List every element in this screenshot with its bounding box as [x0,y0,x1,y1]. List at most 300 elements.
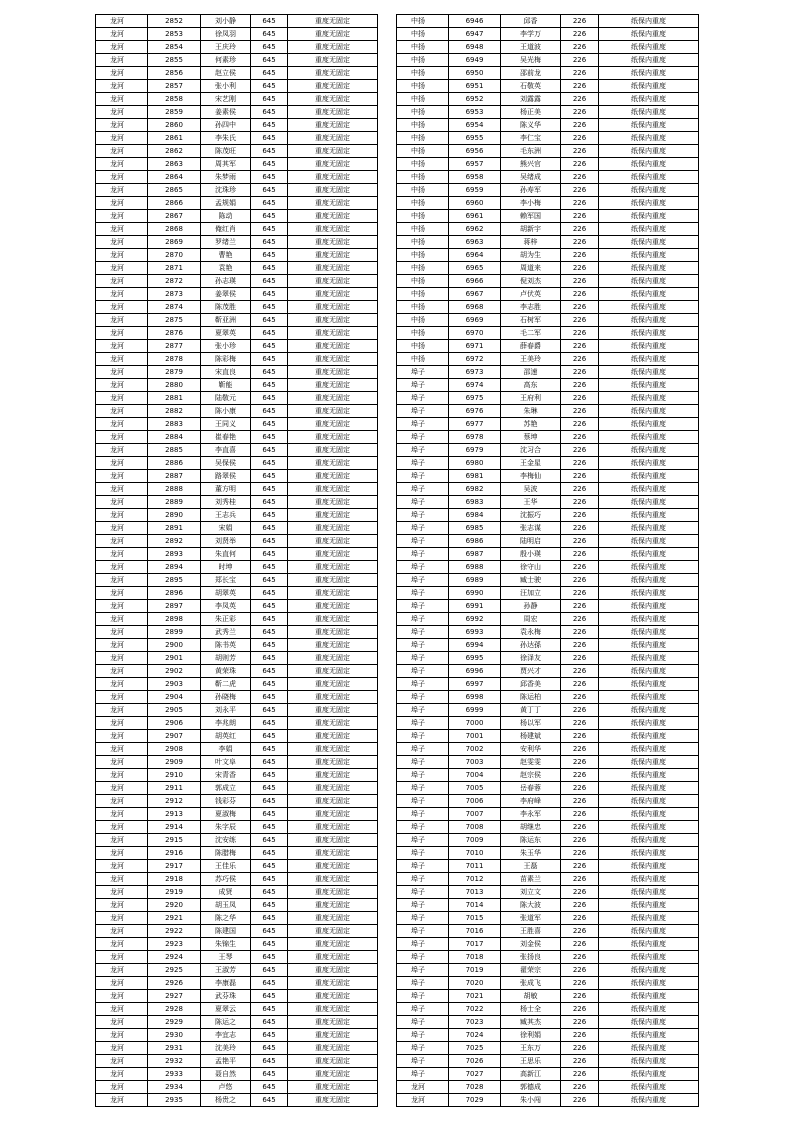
serial-number-cell: 2926 [148,977,201,990]
serial-number-cell: 6949 [449,54,501,67]
person-name-cell: 孙四中 [201,119,251,132]
category-cell: 重度无固定 [288,67,378,80]
table-row [96,210,378,223]
serial-number-cell: 2930 [148,1029,201,1042]
person-name-cell: 夏淑梅 [201,808,251,821]
region-cell: 龙河 [96,1094,148,1107]
table-row [397,873,699,886]
region-cell: 埠子 [397,1029,449,1042]
table-row [96,509,378,522]
person-name-cell: 张成飞 [501,977,561,990]
table-row [397,93,699,106]
region-cell: 龙河 [96,67,148,80]
amount-cell: 226 [561,483,599,496]
amount-cell: 226 [561,197,599,210]
serial-number-cell: 2860 [148,119,201,132]
table-row [96,1081,378,1094]
person-name-cell: 叶文阜 [201,756,251,769]
category-cell: 纸保内重度 [599,509,699,522]
table-row [397,678,699,691]
serial-number-cell: 2854 [148,41,201,54]
amount-cell: 645 [251,938,288,951]
serial-number-cell: 2929 [148,1016,201,1029]
amount-cell: 226 [561,288,599,301]
table-row [397,691,699,704]
category-cell: 重度无固定 [288,509,378,522]
person-name-cell: 王府利 [501,392,561,405]
table-row [96,587,378,600]
amount-cell: 645 [251,795,288,808]
person-name-cell: 胡敏 [501,990,561,1003]
region-cell: 埠子 [397,925,449,938]
amount-cell: 645 [251,41,288,54]
serial-number-cell: 2915 [148,834,201,847]
serial-number-cell: 2859 [148,106,201,119]
category-cell: 重度无固定 [288,340,378,353]
category-cell: 重度无固定 [288,626,378,639]
serial-number-cell: 6996 [449,665,501,678]
serial-number-cell: 7009 [449,834,501,847]
person-name-cell: 孙寿军 [501,184,561,197]
person-name-cell: 俺红肖 [201,223,251,236]
person-name-cell: 孙晓梅 [201,691,251,704]
table-row [96,795,378,808]
table-row [397,951,699,964]
category-cell: 重度无固定 [288,535,378,548]
region-cell: 龙河 [96,899,148,912]
person-name-cell: 李凤英 [201,600,251,613]
amount-cell: 645 [251,665,288,678]
region-cell: 龙河 [96,912,148,925]
table-row [96,1003,378,1016]
amount-cell: 645 [251,366,288,379]
region-cell: 埠子 [397,405,449,418]
person-name-cell: 张扬良 [501,951,561,964]
table-row [397,1081,699,1094]
table-row [96,184,378,197]
category-cell: 纸保内重度 [599,574,699,587]
category-cell: 重度无固定 [288,184,378,197]
serial-number-cell: 6993 [449,626,501,639]
person-name-cell: 王金星 [501,457,561,470]
category-cell: 纸保内重度 [599,275,699,288]
category-cell: 重度无固定 [288,873,378,886]
region-cell: 中扬 [397,262,449,275]
person-name-cell: 陈运之 [201,1016,251,1029]
serial-number-cell: 6972 [449,353,501,366]
person-name-cell: 杨正美 [501,106,561,119]
amount-cell: 645 [251,834,288,847]
person-name-cell: 石树军 [501,314,561,327]
serial-number-cell: 2900 [148,639,201,652]
region-cell: 龙河 [96,977,148,990]
table-row [397,262,699,275]
category-cell: 纸保内重度 [599,782,699,795]
serial-number-cell: 2855 [148,54,201,67]
serial-number-cell: 7000 [449,717,501,730]
table-row [96,847,378,860]
table-row [397,483,699,496]
person-name-cell: 孟艳平 [201,1055,251,1068]
amount-cell: 645 [251,54,288,67]
person-name-cell: 王胜喜 [501,925,561,938]
serial-number-cell: 6959 [449,184,501,197]
category-cell: 纸保内重度 [599,795,699,808]
category-cell: 重度无固定 [288,795,378,808]
table-row [96,522,378,535]
serial-number-cell: 6953 [449,106,501,119]
person-name-cell: 苏艳 [501,418,561,431]
amount-cell: 226 [561,106,599,119]
amount-cell: 645 [251,977,288,990]
category-cell: 重度无固定 [288,405,378,418]
amount-cell: 226 [561,1055,599,1068]
person-name-cell: 王佳乐 [201,860,251,873]
amount-cell: 226 [561,1068,599,1081]
table-row [397,145,699,158]
table-row [397,431,699,444]
person-name-cell: 郭成立 [201,782,251,795]
person-name-cell: 胡玉凤 [201,899,251,912]
person-name-cell: 何素珍 [201,54,251,67]
table-row [397,41,699,54]
person-name-cell: 岳春蓉 [501,782,561,795]
region-cell: 中扬 [397,119,449,132]
serial-number-cell: 6992 [449,613,501,626]
serial-number-cell: 2934 [148,1081,201,1094]
region-cell: 龙河 [96,1042,148,1055]
serial-number-cell: 7001 [449,730,501,743]
region-cell: 埠子 [397,977,449,990]
amount-cell: 645 [251,600,288,613]
amount-cell: 226 [561,145,599,158]
person-name-cell: 石敬英 [501,80,561,93]
category-cell: 纸保内重度 [599,1042,699,1055]
category-cell: 纸保内重度 [599,15,699,28]
amount-cell: 645 [251,67,288,80]
amount-cell: 226 [561,873,599,886]
table-row [397,379,699,392]
category-cell: 重度无固定 [288,119,378,132]
table-row [96,613,378,626]
person-name-cell: 朱字辰 [201,821,251,834]
region-cell: 中扬 [397,106,449,119]
category-cell: 纸保内重度 [599,821,699,834]
amount-cell: 645 [251,1042,288,1055]
serial-number-cell: 6991 [449,600,501,613]
serial-number-cell: 7022 [449,1003,501,1016]
serial-number-cell: 6957 [449,158,501,171]
amount-cell: 226 [561,1016,599,1029]
person-name-cell: 吴波 [501,483,561,496]
category-cell: 重度无固定 [288,314,378,327]
region-cell: 埠子 [397,938,449,951]
region-cell: 埠子 [397,886,449,899]
category-cell: 纸保内重度 [599,665,699,678]
person-name-cell: 陈腊梅 [201,847,251,860]
serial-number-cell: 2858 [148,93,201,106]
region-cell: 龙河 [96,93,148,106]
serial-number-cell: 2918 [148,873,201,886]
region-cell: 中扬 [397,158,449,171]
table-row [96,821,378,834]
region-cell: 龙河 [96,886,148,899]
serial-number-cell: 2887 [148,470,201,483]
category-cell: 重度无固定 [288,886,378,899]
region-cell: 中扬 [397,15,449,28]
amount-cell: 226 [561,717,599,730]
serial-number-cell: 2874 [148,301,201,314]
category-cell: 纸保内重度 [599,860,699,873]
category-cell: 重度无固定 [288,145,378,158]
serial-number-cell: 2890 [148,509,201,522]
table-row [397,28,699,41]
amount-cell: 645 [251,639,288,652]
region-cell: 龙河 [96,574,148,587]
region-cell: 龙河 [96,262,148,275]
person-name-cell: 倪刘杰 [501,275,561,288]
amount-cell: 645 [251,171,288,184]
region-cell: 龙河 [96,990,148,1003]
region-cell: 埠子 [397,613,449,626]
category-cell: 纸保内重度 [599,613,699,626]
region-cell: 龙河 [96,41,148,54]
category-cell: 纸保内重度 [599,366,699,379]
person-name-cell: 钱彩芬 [201,795,251,808]
serial-number-cell: 6980 [449,457,501,470]
person-name-cell: 李志胜 [501,301,561,314]
amount-cell: 645 [251,743,288,756]
category-cell: 重度无固定 [288,418,378,431]
person-name-cell: 胡则芳 [201,652,251,665]
amount-cell: 226 [561,353,599,366]
table-row [397,1068,699,1081]
person-name-cell: 吴绪成 [501,171,561,184]
region-cell: 龙河 [96,119,148,132]
region-cell: 龙河 [96,158,148,171]
serial-number-cell: 2871 [148,262,201,275]
amount-cell: 226 [561,80,599,93]
table-row [397,210,699,223]
person-name-cell: 武秀兰 [201,626,251,639]
amount-cell: 645 [251,223,288,236]
region-cell: 龙河 [96,717,148,730]
amount-cell: 226 [561,67,599,80]
serial-number-cell: 6989 [449,574,501,587]
category-cell: 纸保内重度 [599,392,699,405]
person-name-cell: 宋直良 [201,366,251,379]
table-row [397,743,699,756]
category-cell: 纸保内重度 [599,67,699,80]
category-cell: 纸保内重度 [599,249,699,262]
person-name-cell: 杨建斌 [501,730,561,743]
person-name-cell: 张小利 [201,80,251,93]
amount-cell: 645 [251,392,288,405]
category-cell: 纸保内重度 [599,223,699,236]
amount-cell: 645 [251,678,288,691]
amount-cell: 226 [561,730,599,743]
category-cell: 重度无固定 [288,288,378,301]
amount-cell: 645 [251,301,288,314]
serial-number-cell: 2898 [148,613,201,626]
table-row [96,119,378,132]
table-row [397,314,699,327]
amount-cell: 226 [561,548,599,561]
region-cell: 埠子 [397,1042,449,1055]
category-cell: 纸保内重度 [599,743,699,756]
amount-cell: 226 [561,743,599,756]
table-row [96,28,378,41]
serial-number-cell: 6952 [449,93,501,106]
serial-number-cell: 7018 [449,951,501,964]
category-cell: 纸保内重度 [599,704,699,717]
category-cell: 纸保内重度 [599,652,699,665]
person-name-cell: 孙达孫 [501,639,561,652]
category-cell: 纸保内重度 [599,236,699,249]
serial-number-cell: 6963 [449,236,501,249]
amount-cell: 645 [251,847,288,860]
amount-cell: 645 [251,730,288,743]
serial-number-cell: 2935 [148,1094,201,1107]
serial-number-cell: 6974 [449,379,501,392]
serial-number-cell: 2884 [148,431,201,444]
category-cell: 重度无固定 [288,93,378,106]
region-cell: 龙河 [96,873,148,886]
amount-cell: 645 [251,210,288,223]
table-row [397,990,699,1003]
region-cell: 龙河 [96,184,148,197]
table-row [96,158,378,171]
table-row [96,600,378,613]
region-cell: 龙河 [96,769,148,782]
person-name-cell: 邵速 [501,366,561,379]
category-cell: 重度无固定 [288,613,378,626]
amount-cell: 645 [251,314,288,327]
table-row [397,613,699,626]
serial-number-cell: 2911 [148,782,201,795]
serial-number-cell: 2924 [148,951,201,964]
amount-cell: 645 [251,457,288,470]
region-cell: 埠子 [397,665,449,678]
category-cell: 重度无固定 [288,262,378,275]
table-row [96,574,378,587]
person-name-cell: 苗素兰 [501,873,561,886]
serial-number-cell: 2922 [148,925,201,938]
amount-cell: 645 [251,119,288,132]
table-row [96,1042,378,1055]
person-name-cell: 李梅仙 [501,470,561,483]
serial-number-cell: 6990 [449,587,501,600]
category-cell: 纸保内重度 [599,379,699,392]
serial-number-cell: 6982 [449,483,501,496]
person-name-cell: 卢悠 [201,1081,251,1094]
table-row [397,171,699,184]
person-name-cell: 周道来 [501,262,561,275]
serial-number-cell: 2896 [148,587,201,600]
amount-cell: 645 [251,886,288,899]
amount-cell: 645 [251,93,288,106]
serial-number-cell: 2865 [148,184,201,197]
region-cell: 龙河 [96,626,148,639]
person-name-cell: 朱玉华 [501,847,561,860]
amount-cell: 645 [251,769,288,782]
table-row [96,665,378,678]
person-name-cell: 张道军 [501,912,561,925]
table-row [397,340,699,353]
serial-number-cell: 7017 [449,938,501,951]
person-name-cell: 王庆玲 [201,41,251,54]
serial-number-cell: 6976 [449,405,501,418]
amount-cell: 226 [561,613,599,626]
region-cell: 龙河 [96,301,148,314]
region-cell: 埠子 [397,1055,449,1068]
serial-number-cell: 2873 [148,288,201,301]
person-name-cell: 李小梅 [501,197,561,210]
table-row [96,951,378,964]
amount-cell: 226 [561,327,599,340]
category-cell: 重度无固定 [288,691,378,704]
person-name-cell: 陈小康 [201,405,251,418]
person-name-cell: 贾兴才 [501,665,561,678]
serial-number-cell: 6986 [449,535,501,548]
table-row [96,353,378,366]
amount-cell: 226 [561,444,599,457]
person-name-cell: 王志兵 [201,509,251,522]
category-cell: 重度无固定 [288,977,378,990]
table-row [397,860,699,873]
table-row [397,1029,699,1042]
amount-cell: 645 [251,470,288,483]
table-row [96,977,378,990]
category-cell: 纸保内重度 [599,1055,699,1068]
amount-cell: 226 [561,938,599,951]
category-cell: 重度无固定 [288,1068,378,1081]
category-cell: 纸保内重度 [599,262,699,275]
region-cell: 中扬 [397,171,449,184]
amount-cell: 226 [561,184,599,197]
serial-number-cell: 7004 [449,769,501,782]
person-name-cell: 熊兴官 [501,158,561,171]
table-row [397,184,699,197]
serial-number-cell: 2925 [148,964,201,977]
serial-number-cell: 2867 [148,210,201,223]
region-cell: 埠子 [397,821,449,834]
region-cell: 龙河 [96,600,148,613]
category-cell: 纸保内重度 [599,418,699,431]
region-cell: 中扬 [397,327,449,340]
person-name-cell: 姜素侯 [201,106,251,119]
table-row [397,548,699,561]
region-cell: 龙河 [96,1029,148,1042]
amount-cell: 226 [561,41,599,54]
amount-cell: 226 [561,28,599,41]
serial-number-cell: 2891 [148,522,201,535]
category-cell: 重度无固定 [288,600,378,613]
category-cell: 纸保内重度 [599,340,699,353]
person-name-cell: 邱香美 [501,678,561,691]
region-cell: 龙河 [96,197,148,210]
category-cell: 重度无固定 [288,54,378,67]
category-cell: 纸保内重度 [599,210,699,223]
amount-cell: 645 [251,912,288,925]
category-cell: 重度无固定 [288,392,378,405]
category-cell: 纸保内重度 [599,41,699,54]
category-cell: 重度无固定 [288,301,378,314]
region-cell: 龙河 [96,951,148,964]
region-cell: 埠子 [397,964,449,977]
region-cell: 埠子 [397,509,449,522]
amount-cell: 645 [251,548,288,561]
